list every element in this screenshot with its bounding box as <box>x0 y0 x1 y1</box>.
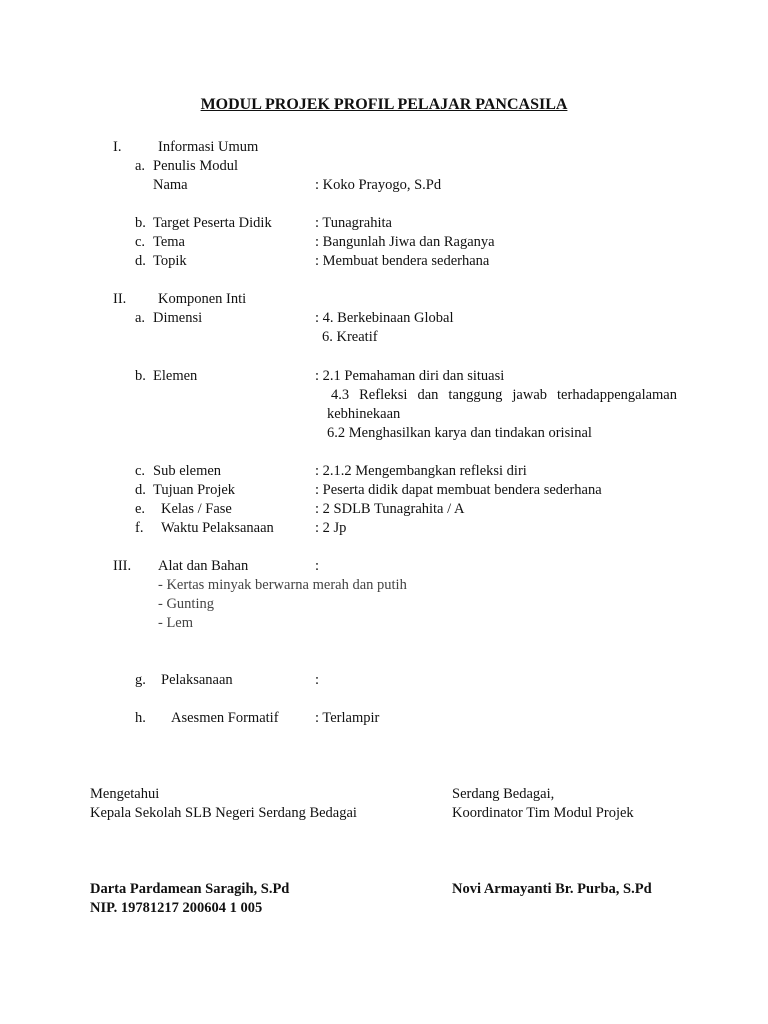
item-c-letter: c. <box>135 234 146 250</box>
signature-left-name: Darta Pardamean Saragih, S.Pd <box>90 881 290 897</box>
section-3-heading: Alat dan Bahan <box>158 558 249 574</box>
section-1-number: I. <box>113 139 122 155</box>
section-1-heading: Informasi Umum <box>158 139 259 155</box>
item-h-letter: h. <box>135 710 146 726</box>
asesmen-label: Asesmen Formatif <box>171 710 279 726</box>
nama-value: : Koko Prayogo, S.Pd <box>315 177 442 193</box>
section-2-number: II. <box>113 291 127 307</box>
elemen-value-3: kebhinekaan <box>327 406 401 422</box>
item-c-letter: c. <box>135 463 146 479</box>
item-b-letter: b. <box>135 368 146 384</box>
list-item: - Gunting <box>158 596 214 612</box>
tujuan-label: Tujuan Projek <box>153 482 236 498</box>
waktu-label: Waktu Pelaksanaan <box>161 520 274 536</box>
dimensi-value-2: 6. Kreatif <box>322 329 378 345</box>
pelaksanaan-label: Pelaksanaan <box>161 672 233 688</box>
signature-right-line-1: Serdang Bedagai, <box>452 786 555 802</box>
item-b-letter: b. <box>135 215 146 231</box>
item-g-letter: g. <box>135 672 146 688</box>
topik-value: : Membuat bendera sederhana <box>315 253 490 269</box>
elemen-value-2: 4.3 Refleksi dan tanggung jawab terhadappengalaman <box>331 387 677 403</box>
asesmen-value: : Terlampir <box>315 710 380 726</box>
item-a-letter: a. <box>135 158 146 174</box>
kelas-label: Kelas / Fase <box>161 501 232 517</box>
penulis-modul-label: Penulis Modul <box>153 158 238 174</box>
item-d-letter: d. <box>135 253 146 269</box>
dimensi-label: Dimensi <box>153 310 203 326</box>
waktu-value: : 2 Jp <box>315 520 347 536</box>
section-3-number: III. <box>113 558 132 574</box>
target-value: : Tunagrahita <box>315 215 392 231</box>
section-2-heading: Komponen Inti <box>158 291 247 307</box>
signature-left-nip: NIP. 19781217 200604 1 005 <box>90 900 263 916</box>
tujuan-value: : Peserta didik dapat membuat bendera sederhana <box>315 482 602 498</box>
document-title: MODUL PROJEK PROFIL PELAJAR PANCASILA <box>200 96 568 113</box>
sub-elemen-value: : 2.1.2 Mengembangkan refleksi diri <box>315 463 527 479</box>
tema-value: : Bangunlah Jiwa dan Raganya <box>315 234 495 250</box>
pelaksanaan-value: : <box>315 672 320 688</box>
list-item: - Lem <box>158 615 194 631</box>
elemen-label: Elemen <box>153 368 198 384</box>
tema-label: Tema <box>153 234 185 250</box>
elemen-value-1: : 2.1 Pemahaman diri dan situasi <box>315 368 505 384</box>
elemen-value-4: 6.2 Menghasilkan karya dan tindakan orisinal <box>327 425 592 441</box>
nama-label: Nama <box>153 177 188 193</box>
signature-right-name: Novi Armayanti Br. Purba, S.Pd <box>452 881 652 897</box>
target-label: Target Peserta Didik <box>153 215 272 231</box>
section-3-colon: : <box>315 558 320 574</box>
item-f-letter: f. <box>135 520 144 536</box>
kelas-value: : 2 SDLB Tunagrahita / A <box>315 501 465 517</box>
list-item: - Kertas minyak berwarna merah dan putih <box>158 577 407 593</box>
dimensi-value-1: : 4. Berkebinaan Global <box>315 310 454 326</box>
signature-left-line-2: Kepala Sekolah SLB Negeri Serdang Bedagai <box>90 805 357 821</box>
signature-left-line-1: Mengetahui <box>90 786 160 802</box>
item-e-letter: e. <box>135 501 146 517</box>
item-d-letter: d. <box>135 482 146 498</box>
topik-label: Topik <box>153 253 187 269</box>
item-a-letter: a. <box>135 310 146 326</box>
sub-elemen-label: Sub elemen <box>153 463 222 479</box>
signature-right-line-2: Koordinator Tim Modul Projek <box>452 805 634 821</box>
